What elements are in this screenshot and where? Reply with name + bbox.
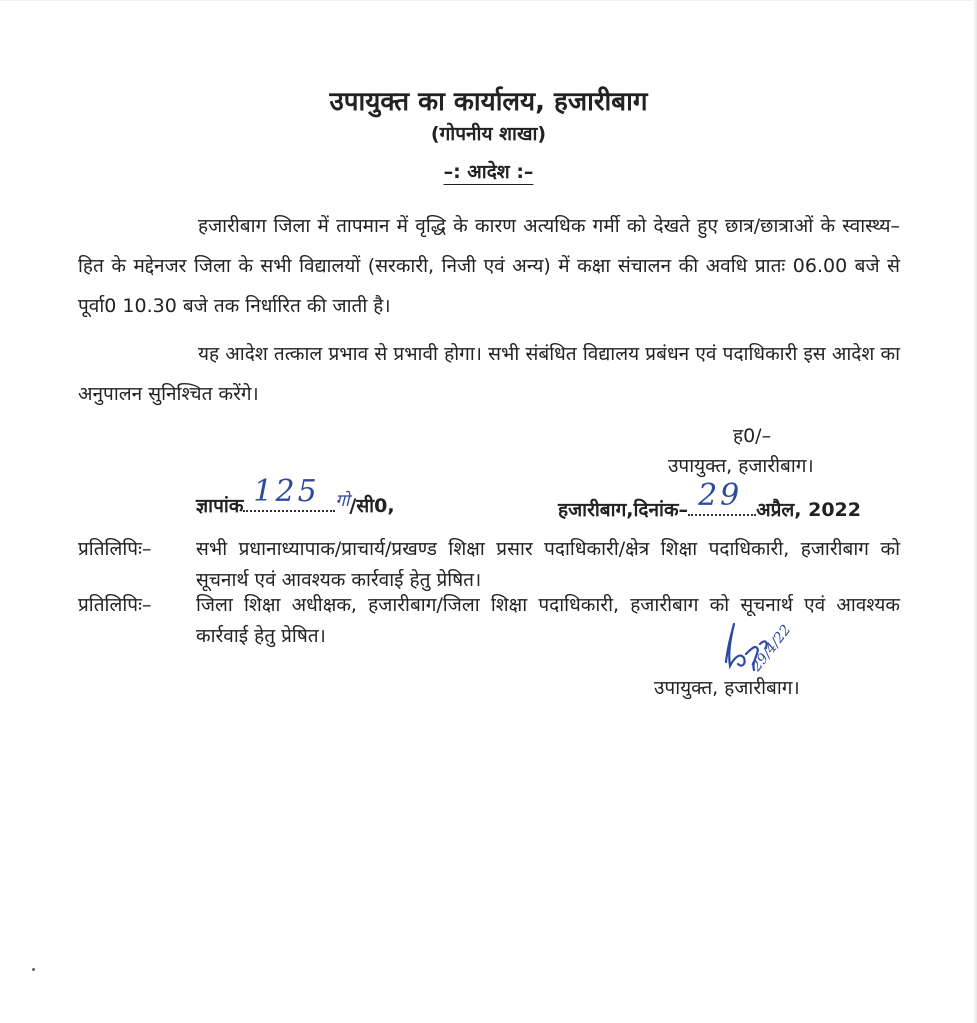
memo-number-line: [196, 474, 395, 518]
date-day-field: [688, 478, 756, 516]
order-heading-text: –: आदेश :–: [443, 161, 534, 183]
memo-suffix-handwritten: गो: [335, 491, 350, 511]
signature-mark: ह0/–: [733, 425, 772, 447]
signatory-designation: उपायुक्त, हजारीबाग।: [668, 455, 814, 477]
page-shadow: [973, 0, 977, 1023]
copy-text: सभी प्रधानाध्यापाक/प्राचार्य/प्रखण्ड शिक्षा प्रसार पदाधिकारी/क्षेत्र शिक्षा पदाधिकारी, हजारीबाग को सूचनार्थ एवं आवश्यक कार्रवाई हेतु प्रेषित।: [196, 538, 900, 591]
office-title: उपायुक्त का कार्यालय, हजारीबाग: [329, 87, 648, 117]
order-paragraph-1: हजारीबाग जिला में तापमान में वृद्धि के कारण अत्यधिक गर्मी को देखते हुए छात्र/छात्राओं के स्वास्थ्य–हित के मद्देनजर जिला के सभी विद्यालयों (सरकारी, निजी एवं अन्य) में कक्षा संचालन की अवधि प्रातः 06.00 बजे से पूर्वा0 10.30 बजे तक निर्धारित की जाती है।: [78, 215, 900, 317]
memo-label: ज्ञापांक: [196, 495, 244, 517]
copy-label: प्रतिलिपिः–: [78, 538, 152, 560]
signature-date: 29/4/22: [748, 622, 795, 675]
memo-number-field: [243, 474, 335, 512]
date-month-year: अप्रैल, 2022: [756, 499, 861, 521]
office-subtitle: (गोपनीय शाखा): [430, 123, 547, 145]
place-date-label: हजारीबाग,दिनांक–: [558, 499, 689, 521]
scan-speck: [32, 968, 35, 971]
final-signatory-designation: उपायुक्त, हजारीबाग।: [654, 677, 800, 699]
copy-text: जिला शिक्षा अधीक्षक, हजारीबाग/जिला शिक्षा पदाधिकारी, हजारीबाग को सूचनार्थ एवं आवश्यक कार्रवाई हेतु प्रेषित।: [196, 594, 900, 647]
memo-date-line: [558, 478, 861, 522]
copy-label: प्रतिलिपिः–: [78, 594, 152, 616]
date-day-handwritten: 29: [698, 478, 743, 513]
order-paragraph-2: यह आदेश तत्काल प्रभाव से प्रभावी होगा। सभी संबंधित विद्यालय प्रबंधन एवं पदाधिकारी इस आदेश का अनुपालन सुनिश्चित करेंगे।: [78, 343, 900, 405]
memo-number-handwritten: 125: [253, 474, 320, 509]
memo-suffix: /सी0,: [349, 495, 395, 517]
order-heading: [0, 158, 977, 184]
